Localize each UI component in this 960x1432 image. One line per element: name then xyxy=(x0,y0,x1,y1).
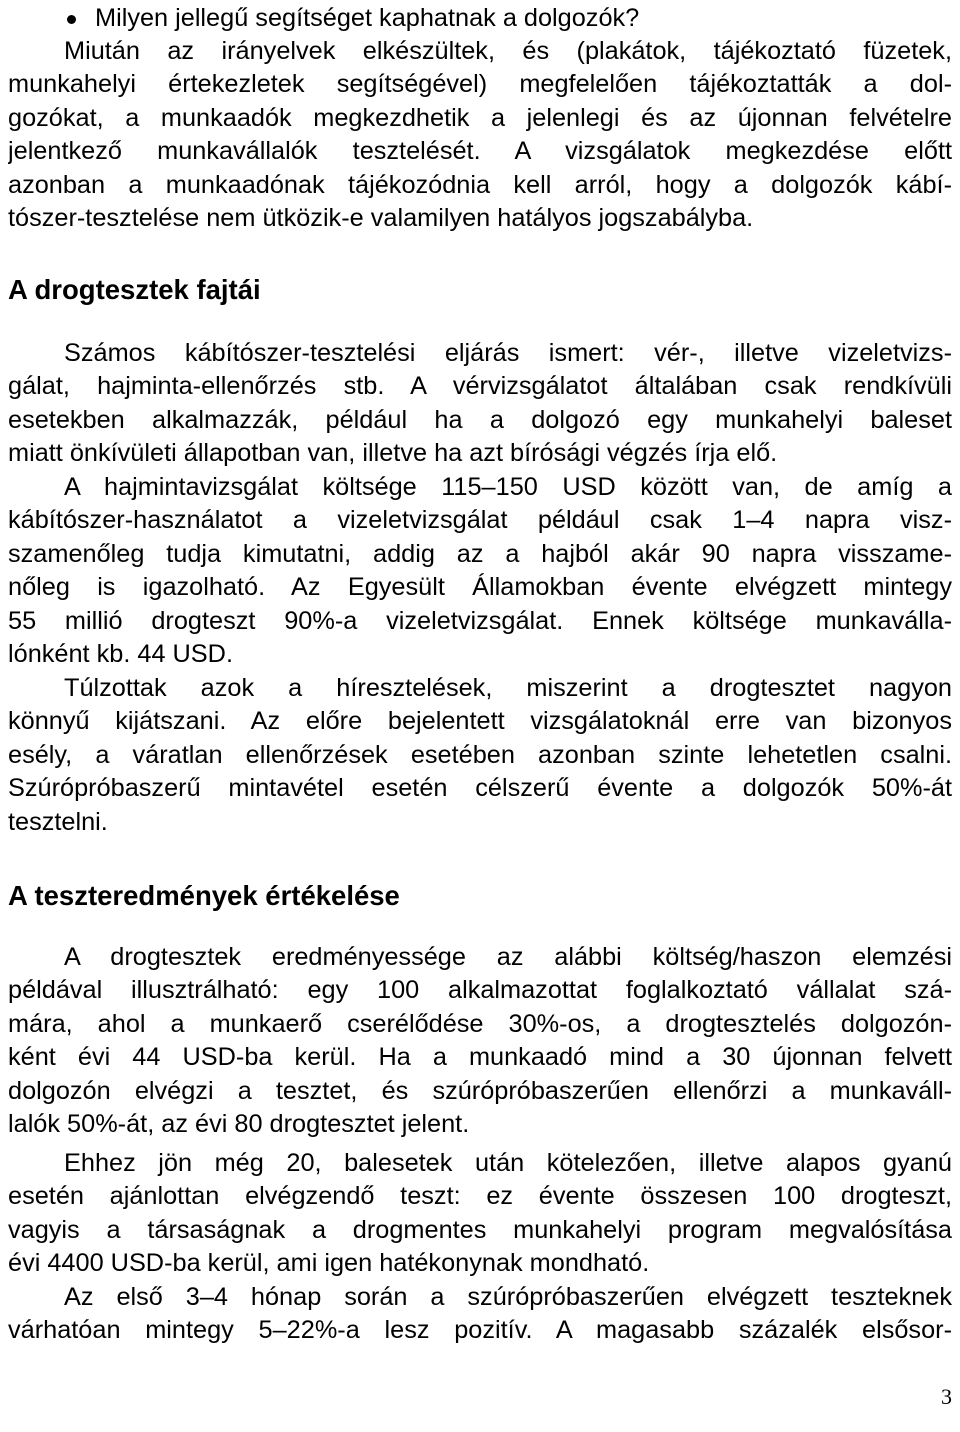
section-heading-evaluation: A teszteredmények értékelése xyxy=(8,880,400,911)
text-line: 55 millió drogteszt 90%-a vizeletvizsgálat. Ennek költsége munkavállа- xyxy=(8,606,952,635)
text-line: lalók 50%-át, az évi 80 drogtesztet jelent. xyxy=(8,1109,470,1138)
text-line: esetén ajánlottan elvégzendő teszt: ez évente összesen 100 drogteszt, xyxy=(8,1182,952,1211)
text-line: Ehhez jön még 20, balesetek után kötelezően, illetve alapos gyanú xyxy=(64,1149,952,1177)
paragraph-test-methods xyxy=(8,337,952,471)
text-line: Túlzottak azok a híresztelések, miszerint a drogtesztet nagyon xyxy=(64,674,952,702)
text-line: szamenőleg tudja kimutatni, addig az a hajból akár 90 napra visszame- xyxy=(8,539,952,568)
text-line: tesztelni. xyxy=(8,807,108,836)
text-line: azonban a munkaadónak tájékozódnia kell arról, hogy a dolgozók kábí- xyxy=(8,170,952,199)
section-heading-test-types: A drogtesztek fajtái xyxy=(8,274,261,305)
paragraph-cost-benefit xyxy=(8,941,952,1141)
text-line: dolgozón elvégzi a tesztet, és szúrópróbaszerűen ellenőrzi a munkaváll- xyxy=(8,1076,952,1105)
text-line: várhatóan mintegy 5–22%-a lesz pozitív. A magasabb százalék elsősor- xyxy=(8,1316,952,1345)
text-line: lónként kb. 44 USD. xyxy=(8,639,233,668)
paragraph-cheating xyxy=(8,672,952,839)
text-line: kábítószer-használatot a vizeletvizsgálat például csak 1–4 napra visz- xyxy=(8,506,952,535)
text-line: A drogtesztek eredményessége az alábbi költség/haszon elemzési xyxy=(64,943,952,971)
text-line: Az első 3–4 hónap során a szúrópróbaszerűen elvégzett teszteknek xyxy=(64,1283,952,1311)
text-line: Szúrópróbaszerű mintavétel esetén célszerű évente a dolgozók 50%-át xyxy=(8,774,952,803)
text-line: könnyű kijátszani. Az előre bejelentett vizsgálatoknál erre van bizonyos xyxy=(8,707,952,736)
bullet-item-text: Milyen jellegű segítséget kaphatnak a dolgozók? xyxy=(95,4,640,32)
paragraph-additional-tests xyxy=(8,1147,952,1281)
text-line: ként évi 44 USD-ba kerül. Ha a munkaadó mind a 30 újonnan felvett xyxy=(8,1043,952,1072)
text-line: tószer-tesztelése nem ütközik-e valamilyen hatályos jogszabályba. xyxy=(8,203,754,232)
text-line: jelentkező munkavállalók tesztelését. A vizsgálatok megkezdése előtt xyxy=(8,137,952,166)
text-line: Miután az irányelvek elkészültek, és (plakátok, tájékoztató füzetek, xyxy=(64,37,952,65)
text-line: példával illusztrálható: egy 100 alkalmazottat foglalkoztató vállalat szá- xyxy=(8,976,952,1005)
text-line: A hajmintavizsgálat költsége 115–150 USD között van, de amíg a xyxy=(64,473,952,501)
text-line: nőleg is igazolható. Az Egyesült Államokban évente elvégzett mintegy xyxy=(8,573,952,602)
bullet-icon xyxy=(67,15,76,24)
text-line: vagyis a társaságnak a drogmentes munkahelyi program megvalósítása xyxy=(8,1215,952,1244)
text-line: mára, ahol a munkaerő cserélődése 30%-os, a drogtesztelés dolgozón- xyxy=(8,1009,952,1038)
page-number: 3 xyxy=(941,1384,952,1409)
paragraph-hair-test xyxy=(8,471,952,671)
paragraph-intro xyxy=(8,35,952,235)
text-line: esetekben alkalmazzák, például ha a dolgozó egy munkahelyi baleset xyxy=(8,405,952,434)
text-line: Számos kábítószer-tesztelési eljárás ismert: vér-, illetve vizeletvizs- xyxy=(64,339,952,367)
text-line: munkahelyi értekezletek segítségével) megfelelően tájékoztatták a dol- xyxy=(8,70,952,99)
text-line: esély, a váratlan ellenőrzések esetében azonban szinte lehetetlen csalni. xyxy=(8,740,952,769)
paragraph-first-months xyxy=(8,1281,952,1348)
text-line: évi 4400 USD-ba kerül, ami igen hatékonynak mondható. xyxy=(8,1249,650,1278)
text-line: miatt önkívületi állapotban van, illetve ha azt bírósági végzés írja elő. xyxy=(8,439,778,468)
text-line: gálat, hajminta-ellenőrzés stb. A vérvizsgálatot általában csak rendkívüli xyxy=(8,372,952,401)
text-line: gozókat, a munkaadók megkezdhetik a jelenlegi és az újonnan felvételre xyxy=(8,103,952,132)
